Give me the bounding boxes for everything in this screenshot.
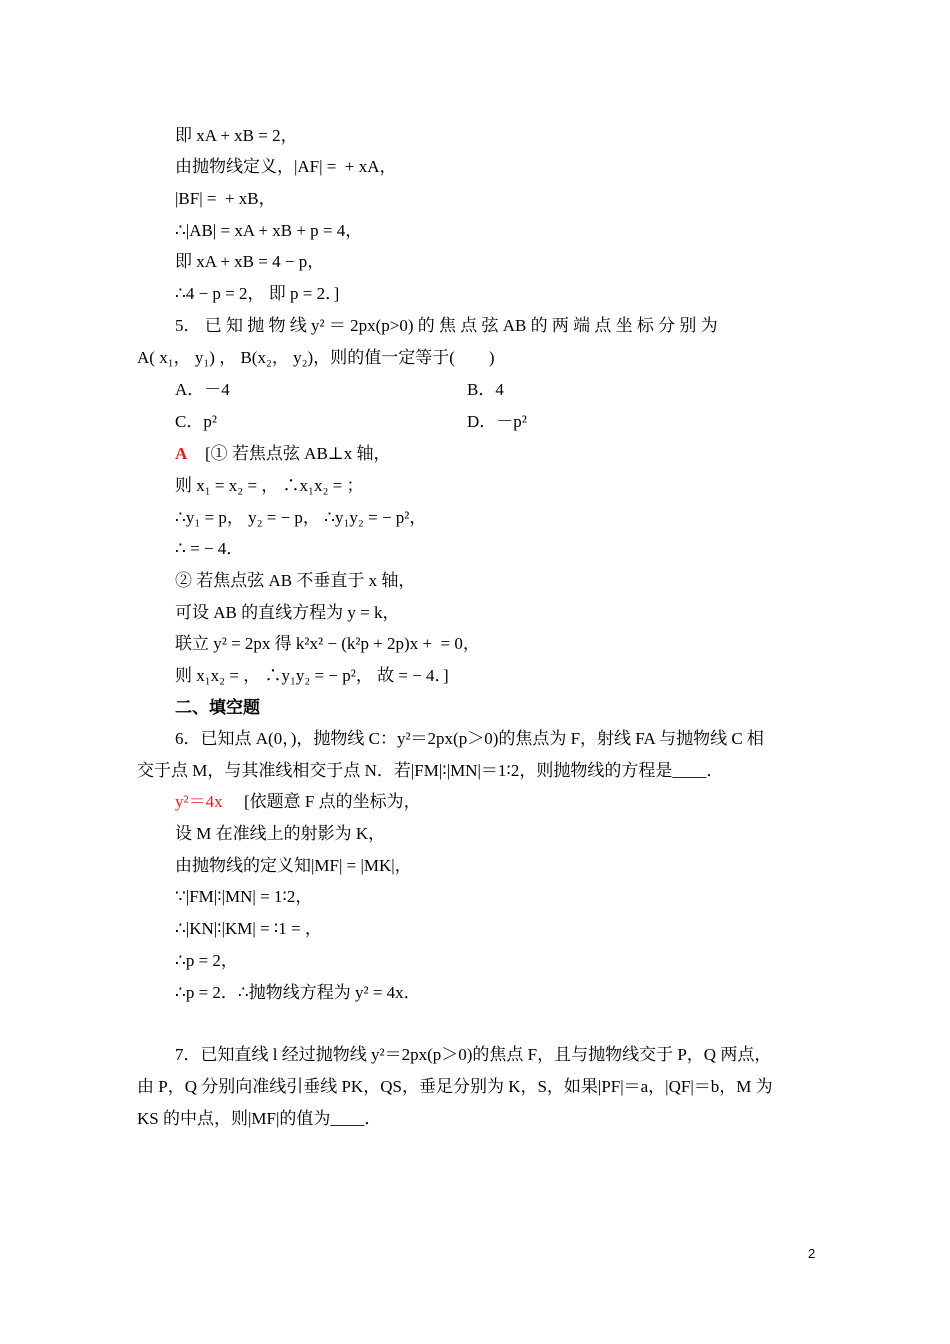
answer-label: y²＝4x — [175, 792, 223, 811]
solution-line: ∴p = 2．∴抛物线方程为 y² = 4x． — [175, 983, 421, 1002]
solution-line: ∴y₁ = p， y₂ = − p， ∴y₁y₂ = − p²， — [175, 508, 427, 527]
option-b: B．4 — [467, 380, 504, 399]
text-line: 由抛物线定义，|AF| = + xA， — [175, 157, 397, 176]
solution-line: 由抛物线的定义知|MF| = |MK|， — [175, 856, 412, 875]
question-5-line-2: A( x₁， y₁) ， B(x₂， y₂)，则的值一定等于( ) — [137, 348, 495, 367]
answer-label: A — [175, 444, 188, 463]
question-7-line-3: KS 的中点，则|MF|的值为____． — [137, 1109, 382, 1128]
solution-line: ∵|FM|∶|MN| = 1∶2， — [175, 887, 313, 906]
solution-line: [① 若焦点弦 AB⊥x 轴， — [205, 444, 391, 463]
question-7-line-2: 由 P，Q 分别向准线引垂线 PK，QS，垂足分别为 K，S，如果|PF|＝a，|QF|＝b，M 为 — [137, 1077, 773, 1096]
text-line: 即 xA + xB = 2， — [175, 126, 298, 145]
solution-line: ∴p = 2， — [175, 951, 238, 970]
solution-line: 则 x₁x₂ = ， ∴y₁y₂ = − p²， 故 = − 4．] — [175, 666, 449, 685]
option-c: C．p² — [175, 412, 217, 431]
text-line: ∴4 − p = 2， 即 p = 2．] — [175, 284, 340, 303]
solution-line: 设 M 在准线上的射影为 K， — [175, 824, 386, 843]
solution-line: 可设 AB 的直线方程为 y = k， — [175, 603, 400, 622]
solution-line: ∴ = − 4． — [175, 539, 244, 558]
solution-line: 则 x₁ = x₂ = ， ∴x₁x₂ = ； — [175, 476, 364, 495]
text-line: 即 xA + xB = 4 − p， — [175, 252, 325, 271]
text-line: ∴|AB| = xA + xB + p = 4， — [175, 221, 363, 240]
question-6-line-1: 6．已知点 A(0，)，抛物线 C：y²＝2px(p＞0)的焦点为 F，射线 FA 与抛物线 C 相 — [175, 729, 764, 748]
question-5-line-1: 5． 已 知 抛 物 线 y² ＝ 2px(p>0) 的 焦 点 弦 AB 的 两 端 点 坐 标 分 别 为 — [175, 316, 718, 335]
solution-line: [依题意 F 点的坐标为， — [244, 792, 421, 811]
solution-line: ② 若焦点弦 AB 不垂直于 x 轴， — [175, 571, 416, 590]
option-d: D．－p² — [467, 412, 527, 431]
question-6-line-2: 交于点 M，与其准线相交于点 N．若|FM|∶|MN|＝1∶2，则抛物线的方程是____． — [137, 761, 724, 780]
solution-line: ∴|KN|∶|KM| = ∶1 = ， — [175, 919, 322, 938]
question-7-line-1: 7．已知直线 l 经过抛物线 y²＝2px(p＞0)的焦点 F，且与抛物线交于 P，Q 两点， — [175, 1045, 772, 1064]
option-a: A．－4 — [175, 380, 230, 399]
text-line: |BF| = + xB， — [175, 189, 276, 208]
solution-line: 联立 y² = 2px 得 k²x² − (k²p + 2p)x + = 0， — [175, 634, 480, 653]
page-number: 2 — [808, 1246, 816, 1261]
section-heading: 二、填空题 — [175, 698, 260, 717]
